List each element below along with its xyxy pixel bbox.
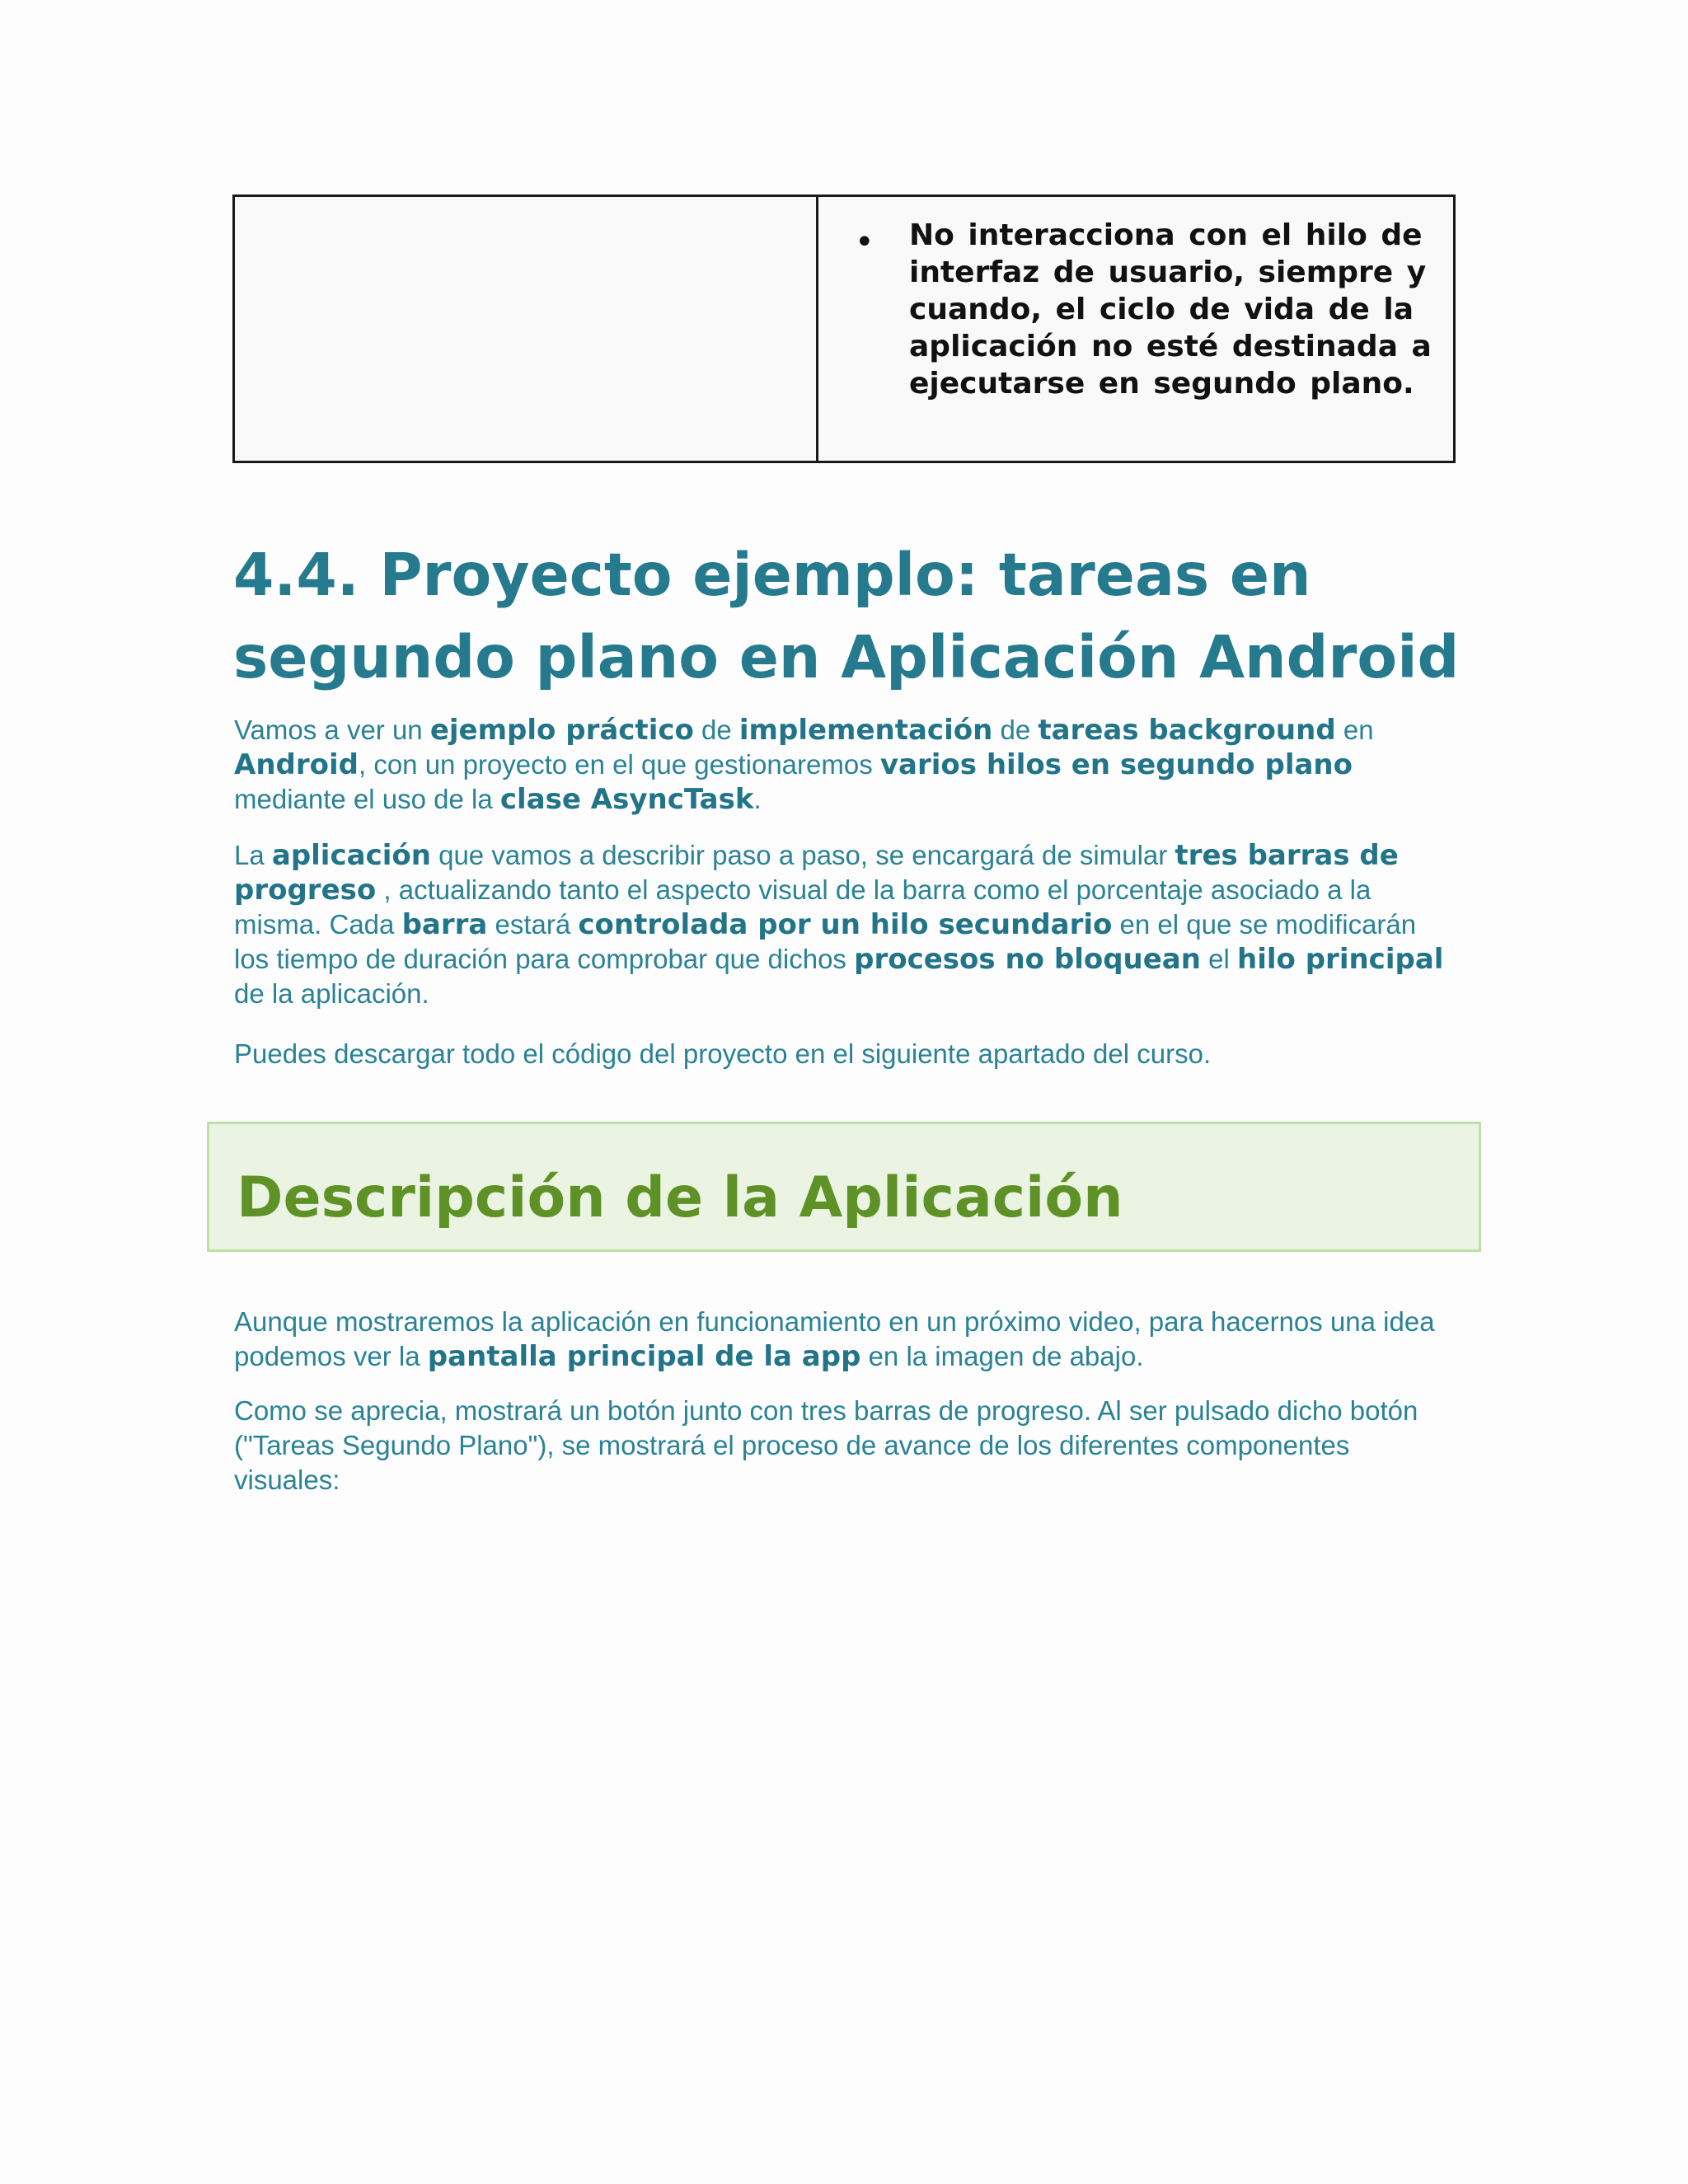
table-cell-left-empty xyxy=(235,197,818,461)
text-run: mediante el uso de la xyxy=(234,784,500,814)
emphasis-run: Android xyxy=(234,748,359,781)
app-description-paragraph xyxy=(234,838,1454,1011)
bullet-line: interfaz de usuario, siempre y xyxy=(909,255,1427,289)
emphasis-run: hilo principal xyxy=(1237,943,1444,976)
intro-paragraph xyxy=(234,713,1454,817)
emphasis-run: clase AsyncTask xyxy=(499,783,754,816)
text-run: de xyxy=(693,715,739,745)
text-run: de la aplicación. xyxy=(234,978,429,1009)
bullet-line: aplicación no esté destinada a xyxy=(909,330,1432,363)
text-run: estará xyxy=(487,909,579,940)
text-run: el xyxy=(1200,944,1237,974)
emphasis-run: pantalla principal de la app xyxy=(427,1340,861,1373)
table-cell-right xyxy=(818,197,1453,461)
text-run: en xyxy=(1335,715,1374,745)
subsection-title: Descripción de la Aplicación xyxy=(237,1165,1123,1230)
demo-paragraph xyxy=(234,1305,1454,1374)
bullet-line: cuando, el ciclo de vida de la xyxy=(909,293,1414,326)
bullet-line: ejecutarse en segundo plano. xyxy=(909,367,1414,401)
text-run: , con un proyecto en el que gestionaremos xyxy=(358,749,880,780)
emphasis-run: tareas background xyxy=(1038,714,1336,747)
text-run: de xyxy=(992,715,1039,745)
emphasis-run: aplicación xyxy=(271,839,431,872)
comparison-table-fragment xyxy=(232,194,1456,463)
bullet-icon: • xyxy=(855,223,874,261)
button-description-paragraph: Como se aprecia, mostrará un botón junto con tres barras de progreso. Al ser pulsado dicho botón ("Tareas Segundo Plano"), se mostrará el proceso de avance de los diferentes componentes visuales: xyxy=(234,1395,1418,1495)
text-run: La xyxy=(234,840,272,870)
emphasis-run: varios hilos en segundo plano xyxy=(879,748,1353,781)
text-run: en el que se modificarán los tiempo de duración para comprobar que dichos xyxy=(234,909,1417,974)
bullet-line: No interacciona con el hilo de xyxy=(909,218,1423,252)
emphasis-run: ejemplo práctico xyxy=(429,714,694,747)
section-heading-line-1: 4.4. Proyecto ejemplo: tareas en xyxy=(233,541,1311,609)
emphasis-run: controlada por un hilo secundario xyxy=(578,908,1113,941)
subsection-banner xyxy=(207,1122,1481,1252)
text-run: en la imagen de abajo. xyxy=(860,1341,1144,1371)
section-heading-line-2: segundo plano en Aplicación Android xyxy=(233,623,1460,691)
download-paragraph: Puedes descargar todo el código del proyecto en el siguiente apartado del curso. xyxy=(234,1038,1212,1069)
emphasis-run: procesos no bloquean xyxy=(854,943,1201,976)
emphasis-run: barra xyxy=(401,908,488,941)
bullet-item-text xyxy=(909,217,1437,402)
text-run: , actualizando tanto el aspecto visual de la barra como el porcentaje asociado a la misma. Cada xyxy=(234,874,1372,940)
emphasis-run: tres barras de progreso xyxy=(234,839,1399,907)
text-run: Vamos a ver un xyxy=(234,715,430,745)
text-run: Aunque mostraremos la aplicación en funcionamiento en un próximo video, para hacernos una idea podemos ver la xyxy=(234,1306,1435,1371)
text-run: que vamos a describir paso a paso, se encargará de simular xyxy=(430,840,1175,870)
emphasis-run: implementación xyxy=(738,714,993,747)
section-heading xyxy=(233,534,1470,699)
text-run: . xyxy=(753,784,762,814)
